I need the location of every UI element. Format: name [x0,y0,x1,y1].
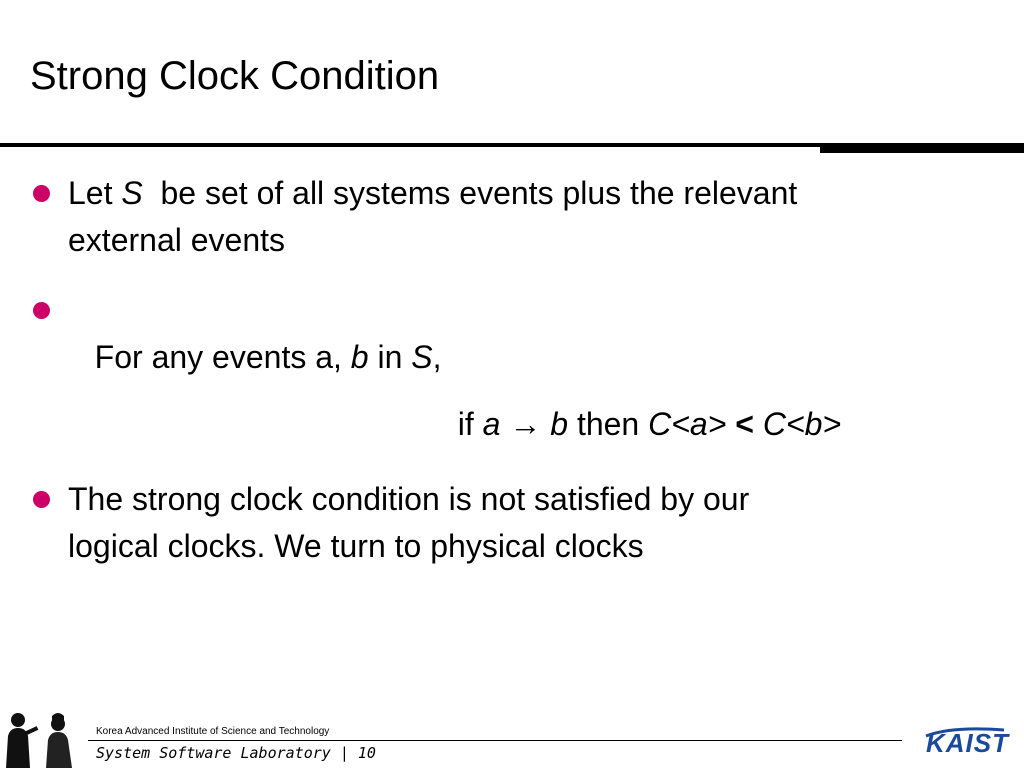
bullet-2-text-before: For any events a, [85,339,351,375]
formula-cb-c: C [762,406,786,442]
bullet-1-text-before: Let [68,175,122,211]
bullet-1-line-2: external events [68,222,286,258]
bullet-2-text-in: in [368,339,412,375]
bullet-1-line-1 [68,170,797,217]
bullet-1-text-after: be set of all systems events plus the relevant [142,175,798,211]
bullet-2-line [68,287,442,381]
formula-b: b [550,406,569,442]
formula-cb-rest: <b> [785,406,842,442]
formula-ca-rest: <a> [671,406,727,442]
formula-ca-c: C [648,406,672,442]
bullet-dot [33,302,50,319]
bullet-2-var-b: b [350,339,369,375]
footer-rule [88,740,902,741]
formula-lt: < [726,406,763,442]
bullet-3-line-1: The strong clock condition is not satisfied by our [68,481,750,517]
formula-then: then [568,406,649,442]
people-silhouette-icon [0,706,86,768]
bullet-dot [33,185,50,202]
title-rule-thick [820,143,1024,153]
footer-institute: Korea Advanced Institute of Science and Technology [96,726,330,737]
formula-if: if [457,406,483,442]
bullet-dot [33,491,50,508]
clock-condition-formula [440,358,841,446]
bullet-3-line-2: logical clocks. We turn to physical clocks [68,528,644,564]
footer-lab-page: System Software Laboratory | 10 [96,744,376,762]
kaist-logo-text: KAIST [926,728,1009,758]
bullet-2-text-end: , [432,339,442,375]
formula-arrow: → [500,406,551,442]
slide-title: Strong Clock Condition [30,54,440,98]
bullet-1-var-s: S [121,175,143,211]
formula-a: a [482,406,501,442]
title-rule-thin [0,143,820,147]
bullet-2-var-s: S [411,339,433,375]
